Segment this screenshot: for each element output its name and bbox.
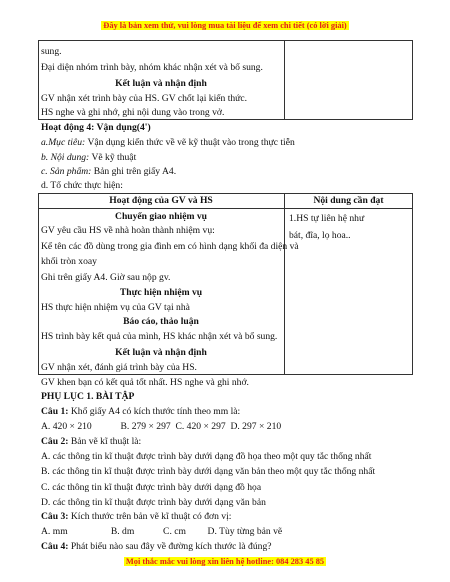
preview-banner [0, 21, 450, 30]
question-3-label: Câu 3: [41, 511, 69, 522]
table-right-line-1: 1.HS tự liên hệ như [289, 213, 365, 224]
activity-organization: d. Tổ chức thực hiện: [41, 180, 123, 191]
table-line-2: Kể tên các đồ dùng trong gia đình em có hình dạng khối đa diện và [41, 241, 299, 252]
question-3-options: A. mm B. dm C. cm D. Tùy từng bản vẽ [41, 526, 283, 537]
table-line-6: HS trình bày kết quả của mình, HS khác nhận xét và bổ sung. [41, 331, 278, 342]
prev-table-line-4: HS nghe và ghi nhớ, ghi nội dung vào trong vở. [41, 107, 225, 118]
preview-banner-text: Đây là bản xem thử, vui lòng mua tài liệu để xem chi tiết (có lời giải) [103, 21, 347, 30]
hotline-banner [0, 557, 450, 566]
prev-table-heading: Kết luận và nhận định [115, 78, 207, 89]
question-1-options: A. 420 × 210 B. 279 × 297 C. 420 × 297 D. 297 × 210 [41, 421, 282, 432]
prev-table-line-3: GV nhận xét trình bày của HS. GV chốt lại kiến thức. [41, 93, 248, 104]
content-label: b. Nội dung: [41, 152, 90, 163]
activity-title: Hoạt động 4: Vận dụng(4') [41, 122, 151, 133]
table-line-3: khối tròn xoay [41, 256, 97, 267]
table-line-7: GV nhận xét, đánh giá trình bày của HS. [41, 362, 197, 373]
question-3-text: Kích thước trên bản vẽ kĩ thuật có đơn vị: [68, 511, 232, 522]
activity-content [41, 151, 136, 165]
table-line-5: HS thực hiện nhiệm vụ của GV tại nhà [41, 302, 190, 313]
hotline-banner-text: Mọi thắc mắc vui lòng xin liên hệ hotline: 084 283 45 85 [125, 557, 325, 566]
table-heading-execute: Thực hiện nhiệm vụ [119, 287, 203, 298]
question-2 [41, 435, 141, 449]
appendix-title: PHỤ LỤC 1. BÀI TẬP [41, 391, 135, 402]
content-text: Vẽ kỹ thuật [89, 152, 137, 163]
table-line-8: GV khen bạn có kết quả tốt nhất. HS nghe và ghi nhớ. [41, 377, 249, 388]
question-2-option-d: D. các thông tin kĩ thuật được trình bày dưới dạng văn bản [41, 497, 266, 508]
question-2-option-a: A. các thông tin kĩ thuật được trình bày dưới dạng đồ họa theo một quy tắc thống nhất [41, 451, 372, 462]
question-2-option-c: C. các thông tin kĩ thuật được trình bày dưới dạng đồ họa [41, 482, 262, 493]
table-line-1: GV yêu cầu HS về nhà hoàn thành nhiệm vụ: [41, 225, 215, 236]
question-4-label: Câu 4: [41, 541, 69, 552]
question-1-text: Khổ giấy A4 có kích thước tính theo mm là: [68, 406, 241, 417]
table-heading-assign: Chuyển giao nhiệm vụ [115, 211, 207, 222]
goal-text: Vận dụng kiến thức về vẽ kỹ thuật vào trong thực tiễn [85, 137, 295, 148]
question-1 [41, 405, 240, 419]
table-header-col2: Nội dung cần đạt [313, 195, 384, 206]
table-header-col1: Hoạt động của GV và HS [109, 195, 213, 206]
prev-table-divider [284, 40, 285, 120]
question-2-text: Bản vẽ kĩ thuật là: [68, 436, 142, 447]
product-text: Bản ghi trên giấy A4. [91, 166, 177, 177]
question-2-option-b: B. các thông tin kĩ thuật được trình bày dưới dạng văn bản theo một quy tắc thống nhất [41, 466, 376, 477]
activity-product [41, 165, 176, 179]
table-heading-conclusion: Kết luận và nhận định [115, 347, 207, 358]
question-2-label: Câu 2: [41, 436, 69, 447]
goal-label: a.Mục tiêu: [41, 137, 86, 148]
activity-table-divider [284, 193, 285, 375]
activity-table-header-line [38, 208, 413, 209]
product-label: c. Sản phẩm: [41, 166, 92, 177]
table-line-4: Ghi trên giấy A4. Giờ sau nộp gv. [41, 272, 171, 283]
question-1-label: Câu 1: [41, 406, 69, 417]
question-3 [41, 510, 231, 524]
question-4 [41, 540, 272, 554]
table-heading-report: Báo cáo, thảo luận [123, 316, 199, 327]
table-right-line-2: bát, đĩa, lọ hoa.. [289, 230, 351, 241]
question-4-text: Phát biểu nào sau đây về đường kích thước là đúng? [68, 541, 272, 552]
activity-goal [41, 136, 295, 150]
prev-table-line-2: Đại diện nhóm trình bày, nhóm khác nhận xét và bổ sung. [41, 62, 263, 73]
prev-table-line-1: sung. [41, 46, 62, 57]
